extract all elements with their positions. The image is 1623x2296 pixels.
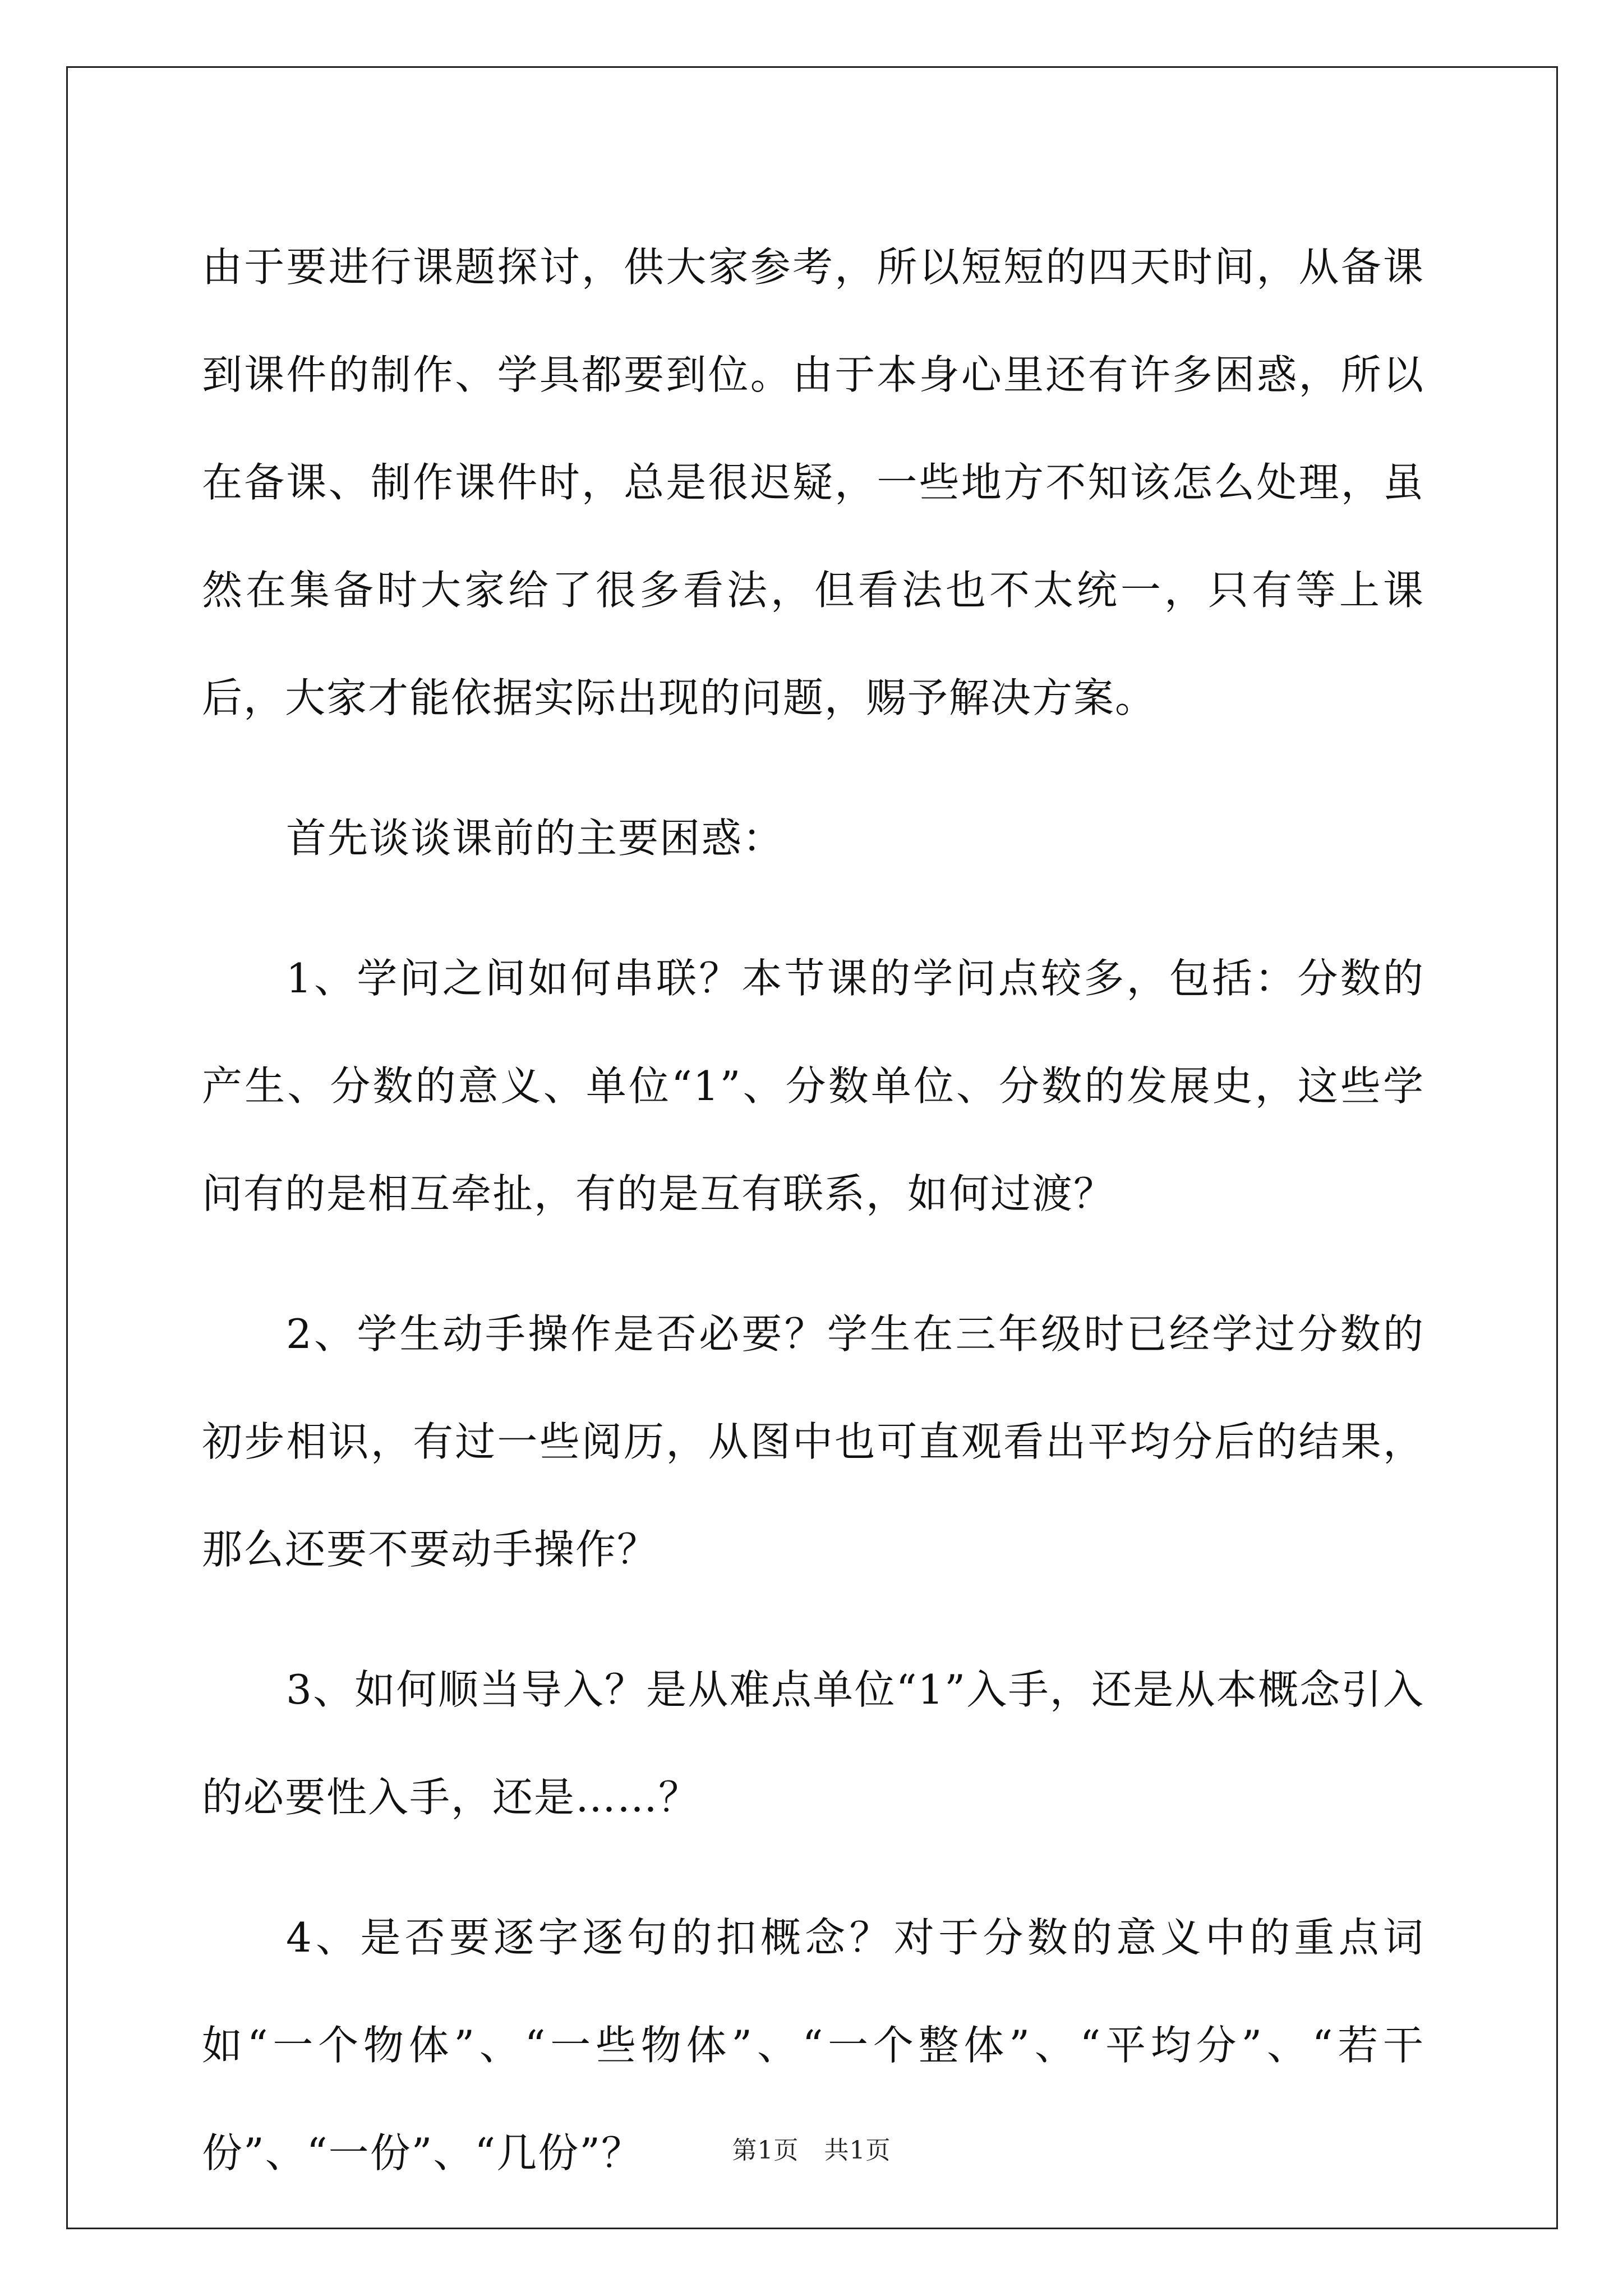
page-footer: 第1页 共1页 — [732, 2136, 891, 2165]
paragraph-intro: 由于要进行课题探讨，供大家参考，所以短短的四天时间，从备课到课件的制作、学具都要到位。由于本身心里还有许多困惑，所以在备课、制作课件时，总是很迟疑，一些地方不知该怎么处理，虽然在集备时大家给了很多看法，但看法也不太统一，只有等上课后，大家才能依据实际出现的问题，赐予解决方案。 — [202, 243, 1424, 721]
paragraph-item-3: 3、如何顺当导入？是从难点单位“1”入手，还是从本概念引入的必要性入手，还是……？ — [202, 1666, 1424, 1821]
document-body — [202, 213, 1424, 2239]
paragraph-item-2: 2、学生动手操作是否必要？学生在三年级时已经学过分数的初步相识，有过一些阅历，从图中也可直观看出平均分后的结果，那么还要不要动手操作？ — [202, 1310, 1424, 1573]
paragraph-item-1: 1、学问之间如何串联？本节课的学问点较多，包括：分数的产生、分数的意义、单位“1”、分数单位、分数的发展史，这些学问有的是相互牵扯，有的是互有联系，如何过渡？ — [202, 955, 1424, 1217]
paragraph-item-4: 4、是否要逐字逐句的扣概念？对于分数的意义中的重点词如“一个物体”、“一些物体”、“一个整体”、“平均分”、“若干份”、“一份”、“几份”？ — [202, 1914, 1424, 2177]
paragraph-heading: 首先谈谈课前的主要困惑： — [286, 815, 785, 862]
